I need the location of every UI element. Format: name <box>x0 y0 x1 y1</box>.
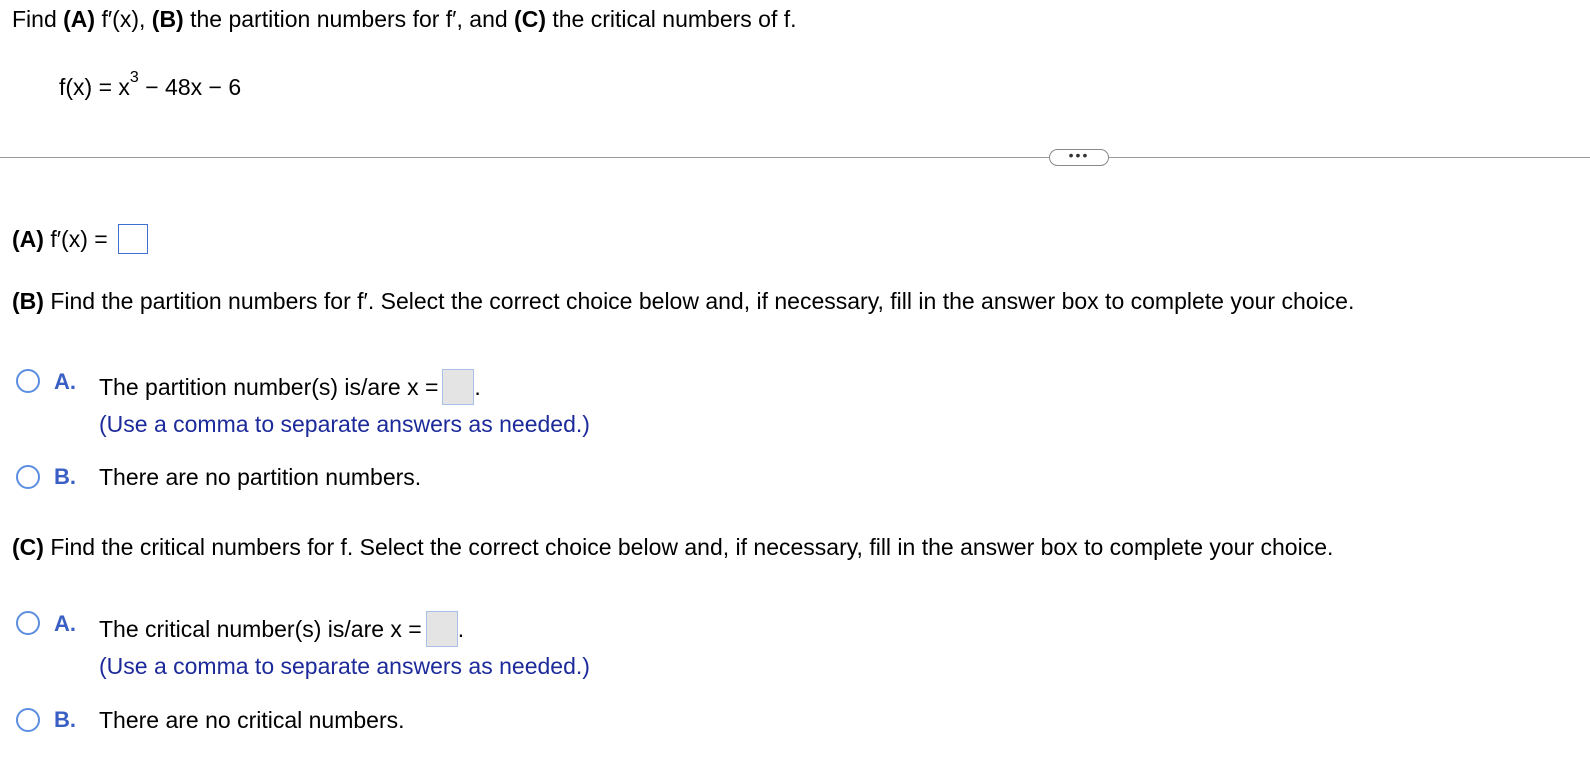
critical-numbers-answer-box[interactable] <box>426 611 458 647</box>
part-a-row <box>12 224 148 256</box>
function-lhs: f(x) = x <box>59 74 130 100</box>
part-c-prompt-row <box>12 532 1333 562</box>
function-expression <box>59 69 242 106</box>
part-b-prompt: Find the partition numbers for f′. Select the correct choice below and, if necessary, fill in the answer box to complete your choice. <box>50 288 1355 314</box>
function-rhs: − 48x − 6 <box>145 74 242 100</box>
part-c-choice-b-letter: B. <box>54 707 76 732</box>
part-a-tag: (A) <box>12 226 44 252</box>
part-c-choice-b-radio[interactable] <box>16 708 40 732</box>
part-b-choice-a-period: . <box>474 374 481 401</box>
header-c-tag: (C) <box>514 6 546 32</box>
part-c-prompt: Find the critical numbers for f. Select the correct choice below and, if necessary, fill in the answer box to complete your choice. <box>50 534 1334 560</box>
header-b-tag: (B) <box>151 6 184 32</box>
part-c-tag: (C) <box>12 534 44 560</box>
part-b-choice-a-letter: A. <box>54 369 76 394</box>
part-b-choice-a-radio[interactable] <box>16 369 40 393</box>
derivative-answer-box[interactable] <box>118 224 148 254</box>
part-c-choice-b-text: There are no critical numbers. <box>99 707 405 733</box>
part-b-prompt-row <box>12 286 1354 316</box>
header-a-tag: (A) <box>63 6 96 32</box>
part-c-choice-a-letter: A. <box>54 611 76 636</box>
more-options-button[interactable]: ••• <box>1049 149 1109 166</box>
function-exponent: 3 <box>129 69 139 86</box>
header-a-text: f′(x), <box>101 6 146 32</box>
part-b-choice-b-letter: B. <box>54 464 76 489</box>
part-b-choice-a-text: The partition number(s) is/are x = <box>99 374 439 401</box>
section-divider <box>0 157 1590 158</box>
header-b-text: the partition numbers for f′, and <box>190 6 508 32</box>
part-b-tag: (B) <box>12 288 44 314</box>
partition-numbers-answer-box[interactable] <box>442 369 474 405</box>
question-header <box>12 4 797 34</box>
header-c-text: the critical numbers of f. <box>552 6 797 32</box>
part-c-choice-a-period: . <box>457 616 465 643</box>
part-b-choice-a-row <box>99 371 481 407</box>
part-c-choice-a-row <box>99 613 464 649</box>
part-b-choice-b-radio[interactable] <box>16 465 40 489</box>
part-b-choice-b-text: There are no partition numbers. <box>99 464 422 490</box>
find-word: Find <box>12 6 57 32</box>
part-a-label: f′(x) = <box>50 226 108 252</box>
part-b-choice-a-hint: (Use a comma to separate answers as needed.) <box>99 411 590 437</box>
part-c-choice-a-text: The critical number(s) is/are x = <box>99 616 422 643</box>
part-c-choice-a-hint: (Use a comma to separate answers as needed.) <box>99 653 590 679</box>
part-c-choice-a-radio[interactable] <box>16 611 40 635</box>
